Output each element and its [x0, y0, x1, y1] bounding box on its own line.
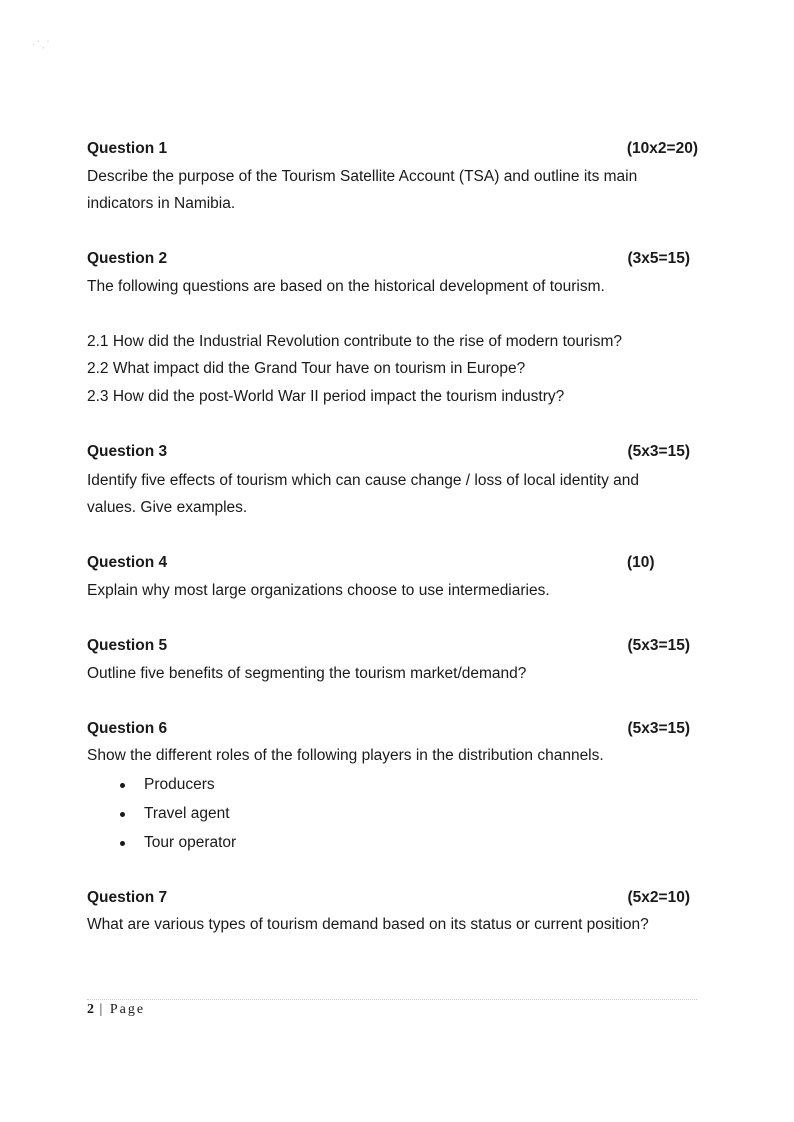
page-footer: [87, 1002, 145, 1018]
question-3-title: Question 3: [87, 443, 168, 460]
subquestion-2-3: 2.3 How did the post-World War II period impact the tourism industry?: [87, 388, 565, 405]
question-1-text: Describe the purpose of the Tourism Satellite Account (TSA) and outline its main: [87, 168, 638, 185]
subquestion-2-1: 2.1 How did the Industrial Revolution contribute to the rise of modern tourism?: [87, 333, 623, 350]
question-4-text: Explain why most large organizations choose to use intermediaries.: [87, 582, 550, 599]
bullet-item: Tour operator: [144, 834, 237, 851]
question-7-text: What are various types of tourism demand based on its status or current position?: [87, 916, 649, 933]
page-number: 2: [87, 1002, 94, 1017]
page-label: Page: [109, 1002, 146, 1017]
question-2-marks: (3x5=15): [627, 250, 690, 267]
question-1-marks: (10x2=20): [626, 140, 698, 157]
question-2-title: Question 2: [87, 250, 168, 267]
bullet-item: Travel agent: [144, 805, 230, 822]
bullet-item: Producers: [144, 776, 215, 793]
question-3-marks: (5x3=15): [627, 443, 690, 460]
question-6-marks: (5x3=15): [627, 720, 690, 737]
question-3-text: Identify five effects of tourism which can cause change / loss of local identity and: [87, 472, 639, 489]
question-7-marks: (5x2=10): [627, 889, 690, 906]
footer-rule: [87, 999, 697, 1000]
question-2-text: The following questions are based on the historical development of tourism.: [87, 278, 605, 295]
question-6-text: Show the different roles of the following players in the distribution channels.: [87, 747, 604, 764]
footer-separator: |: [99, 1002, 105, 1017]
question-5-text: Outline five benefits of segmenting the tourism market/demand?: [87, 665, 527, 682]
question-4-marks: (10): [627, 554, 655, 571]
question-4-title: Question 4: [87, 554, 168, 571]
bullet-icon: [120, 841, 125, 846]
scan-speck: · ˊ ˏ ˊ: [32, 40, 50, 49]
question-7-title: Question 7: [87, 889, 168, 906]
question-1-title: Question 1: [87, 140, 168, 157]
bullet-icon: [120, 783, 125, 788]
question-1-text: indicators in Namibia.: [87, 195, 236, 212]
question-3-text: values. Give examples.: [87, 499, 248, 516]
bullet-icon: [120, 812, 125, 817]
question-5-title: Question 5: [87, 637, 168, 654]
question-5-marks: (5x3=15): [627, 637, 690, 654]
question-6-title: Question 6: [87, 720, 168, 737]
subquestion-2-2: 2.2 What impact did the Grand Tour have on tourism in Europe?: [87, 360, 526, 377]
